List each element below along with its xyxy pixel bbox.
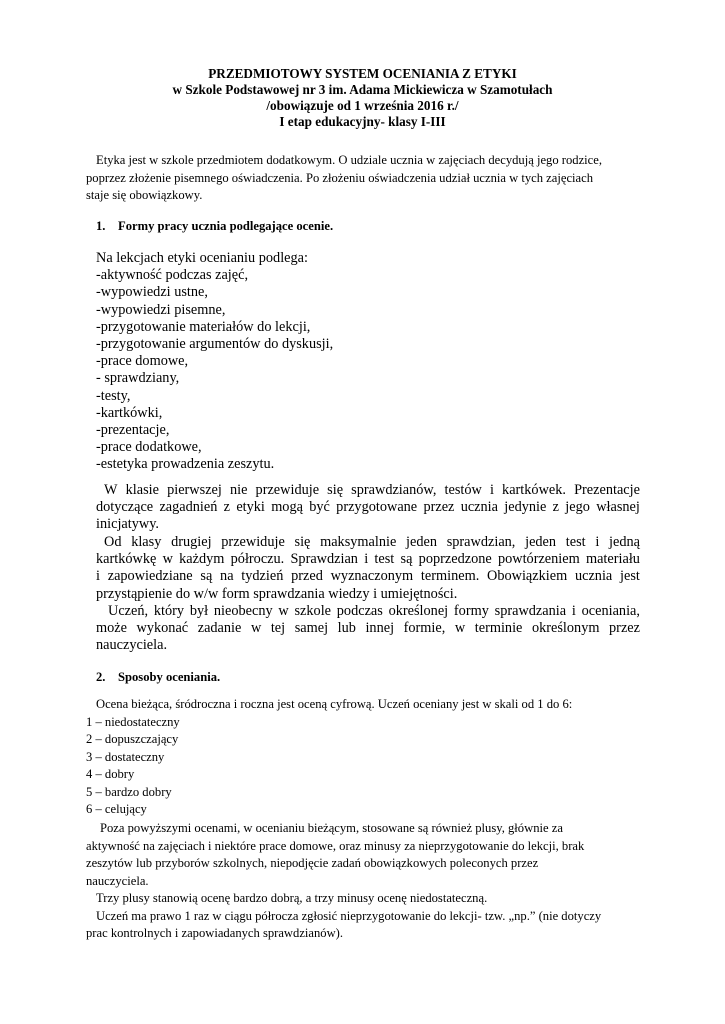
word: innej <box>365 620 395 637</box>
para-f-line-1: Uczeń ma prawo 1 raz w ciągu półrocza zgłosić nieprzygotowanie do lekcji- tzw. „np.” (nie dotyczy <box>96 908 602 923</box>
grade-item: 1 – niedostateczny <box>86 714 180 729</box>
word: test <box>374 551 395 568</box>
word: W <box>104 482 118 498</box>
word: w <box>162 551 173 568</box>
word: formy <box>453 603 489 619</box>
section-2-number: 2. <box>96 670 106 684</box>
word: jedną <box>609 534 640 550</box>
word: z <box>223 499 231 516</box>
para-b-line-2 <box>96 551 640 568</box>
grade-item: 5 – bardzo dobry <box>86 784 172 799</box>
word: oceniania, <box>581 603 640 619</box>
word: może <box>96 620 127 637</box>
section-1-heading <box>96 218 333 234</box>
word: podczas <box>336 603 383 619</box>
list-item: -prace domowe, <box>96 353 189 370</box>
word: wykonać <box>136 620 189 637</box>
word: mogą <box>271 499 303 516</box>
word: klasy <box>131 534 162 550</box>
word: testów <box>444 482 482 498</box>
word: klasie <box>125 482 159 498</box>
grade-item: 4 – dobry <box>86 767 135 781</box>
word: w <box>278 603 289 619</box>
para-b-line-4: przystąpienie do w/w form sprawdzania wiedzy i umiejętności. <box>96 585 458 602</box>
word: się <box>294 534 311 550</box>
list-item: -wypowiedzi ustne, <box>96 284 208 301</box>
word: i <box>96 568 100 585</box>
word: tej <box>270 620 286 637</box>
section-2-lead: Ocena bieżąca, śródroczna i roczna jest oceną cyfrową. Uczeń oceniany jest w skali od 1 do 6: <box>96 697 573 711</box>
para-e: Trzy plusy stanowią ocenę bardzo dobrą, a trzy minusy ocenę niedostateczną. <box>96 891 488 905</box>
para-b-line-1 <box>96 534 640 551</box>
word: przygotowane <box>336 499 418 516</box>
paragraph-class-one <box>96 482 640 534</box>
word: terminie <box>474 620 523 637</box>
para-b-line-3 <box>96 568 640 585</box>
word: Prezentacje <box>574 482 640 498</box>
title-line-3: /obowiązuje od 1 września 2016 r./ <box>266 98 459 113</box>
word: maksymalnie <box>320 534 397 550</box>
para-d-line-4: nauczyciela. <box>86 873 149 888</box>
word: był <box>189 603 209 619</box>
intro-paragraph <box>86 152 602 205</box>
word: lub <box>337 620 356 637</box>
paragraph-class-two <box>96 534 640 603</box>
title-line-2: w Szkole Podstawowej nr 3 im. Adama Mickiewicza w Szamotułach <box>172 82 553 97</box>
intro-line-2: poprzez złożenie pisemnego oświadczenia. Po złożeniu oświadczenia udział ucznia w tych zajęciach <box>86 170 594 185</box>
paragraph-absent-student <box>96 603 640 655</box>
word: drugiej <box>171 534 212 550</box>
word: półroczu. <box>230 551 285 568</box>
word: i <box>364 551 369 568</box>
word: pierwszej <box>167 482 222 498</box>
word: który <box>153 603 185 619</box>
paragraph-plus-minus <box>86 820 601 943</box>
word: sprawdzian, <box>446 534 516 550</box>
word: są <box>400 551 413 568</box>
word: formie, <box>403 620 446 637</box>
para-a-line-3: inicjatywy. <box>96 516 159 533</box>
word: powtórzeniem <box>497 551 580 568</box>
document-title <box>0 66 725 130</box>
word: tydzień <box>241 568 284 585</box>
list-item: -estetyka prowadzenia zeszytu. <box>96 456 275 473</box>
word: przez <box>423 499 455 516</box>
para-a-line-2 <box>96 499 640 516</box>
para-f-line-2: prac kontrolnych i zapowiadanych sprawdzianów). <box>86 926 344 940</box>
word: wyznaczonym <box>330 568 414 585</box>
word: terminem. <box>420 568 480 585</box>
word: nieobecny <box>213 603 273 619</box>
title-line-4: I etap edukacyjny- klasy I-III <box>279 114 446 129</box>
list-item: -przygotowanie argumentów do dyskusji, <box>96 336 334 353</box>
intro-line-1: Etyka jest w szkole przedmiotem dodatkowym. O udziale ucznia w zajęciach decydują jego rodzice, <box>96 153 603 167</box>
word: własnej <box>596 499 640 516</box>
word: i <box>595 534 600 550</box>
para-d-line-3: zeszytów lub przyborów szkolnych, niepodjęcie zadań obowiązkowych poleconych przez <box>86 856 539 870</box>
word: samej <box>294 620 329 637</box>
para-c-line-1 <box>96 603 640 620</box>
word: Sprawdzian <box>290 551 358 568</box>
word: Uczeń, <box>108 603 149 619</box>
grade-item: 3 – dostateczny <box>86 749 165 764</box>
word: jeden <box>406 534 437 550</box>
word: określonym <box>531 620 600 637</box>
list-item: -kartkówki, <box>96 404 163 421</box>
list-item: -testy, <box>96 387 131 404</box>
section-1-lead: Na lekcjach etyki ocenianiu podlega: <box>96 250 308 266</box>
word: przewiduje <box>255 482 320 498</box>
list-item: -prace dodatkowe, <box>96 439 202 456</box>
word: materiału <box>585 551 640 568</box>
title-line-1: PRZEDMIOTOWY SYSTEM OCENIANIA Z ETYKI <box>208 66 517 81</box>
list-item: -przygotowanie materiałów do lekcji, <box>96 318 311 335</box>
list-item: - sprawdziany, <box>96 370 180 387</box>
word: zapowiedziane <box>107 568 193 585</box>
word: etyki <box>236 499 265 516</box>
list-item: -aktywność podczas zajęć, <box>96 267 249 284</box>
word: z <box>552 499 560 516</box>
grade-item: 2 – dopuszczający <box>86 732 179 746</box>
word: jedynie <box>504 499 547 516</box>
list-item: -prezentacje, <box>96 422 170 439</box>
para-d-line-1: Poza powyższymi ocenami, w ocenianiu bieżącym, stosowane są również plusy, głównie za <box>100 821 563 835</box>
word: dotyczące <box>96 499 154 516</box>
word: na <box>220 568 234 585</box>
word: jeden <box>525 534 557 550</box>
section-2-heading <box>96 669 220 685</box>
word: szkole <box>294 603 332 619</box>
word: są <box>200 568 213 585</box>
word: zagadnień <box>159 499 218 516</box>
word: ucznia <box>574 568 613 585</box>
word: sprawdzianów, <box>351 482 437 498</box>
word: Od <box>104 534 122 550</box>
word: zadanie <box>197 620 242 637</box>
para-a-line-1 <box>96 482 640 499</box>
word: jego <box>565 499 590 516</box>
para-d-line-2: aktywność na zajęciach i niektóre prace domowe, oraz minusy za nieprzygotowanie do lekcji, brak <box>86 838 585 853</box>
word: nie <box>229 482 248 498</box>
word: w <box>250 620 262 637</box>
word: się <box>327 482 344 498</box>
word: jest <box>620 568 640 585</box>
word: Obowiązkiem <box>487 568 568 585</box>
section-1-list <box>96 250 333 474</box>
section-1-number: 1. <box>96 219 106 233</box>
word: przed <box>291 568 323 585</box>
word: w <box>454 620 466 637</box>
word: określonej <box>388 603 449 619</box>
intro-line-3: staje się obowiązkowy. <box>86 188 203 202</box>
list-item: -wypowiedzi pisemne, <box>96 301 226 318</box>
word: i <box>489 482 494 498</box>
word: ucznia <box>460 499 498 516</box>
section-2-title: Sposoby oceniania. <box>118 670 221 684</box>
word: kartkówkę <box>96 551 157 568</box>
grade-item: 6 – celujący <box>86 802 147 816</box>
word: poprzedzone <box>418 551 492 568</box>
section-1-title: Formy pracy ucznia podlegające ocenie. <box>118 219 334 233</box>
word: kartkówek. <box>502 482 566 498</box>
word: test <box>565 534 586 550</box>
para-c-line-3: nauczyciela. <box>96 637 168 654</box>
word: przewiduje <box>221 534 285 550</box>
word: przez <box>609 620 640 637</box>
word: każdym <box>179 551 225 568</box>
word: sprawdzania <box>494 603 567 619</box>
section-2-body <box>86 696 572 819</box>
para-c-line-2 <box>96 620 640 637</box>
word: być <box>309 499 330 516</box>
word: i <box>571 603 576 619</box>
